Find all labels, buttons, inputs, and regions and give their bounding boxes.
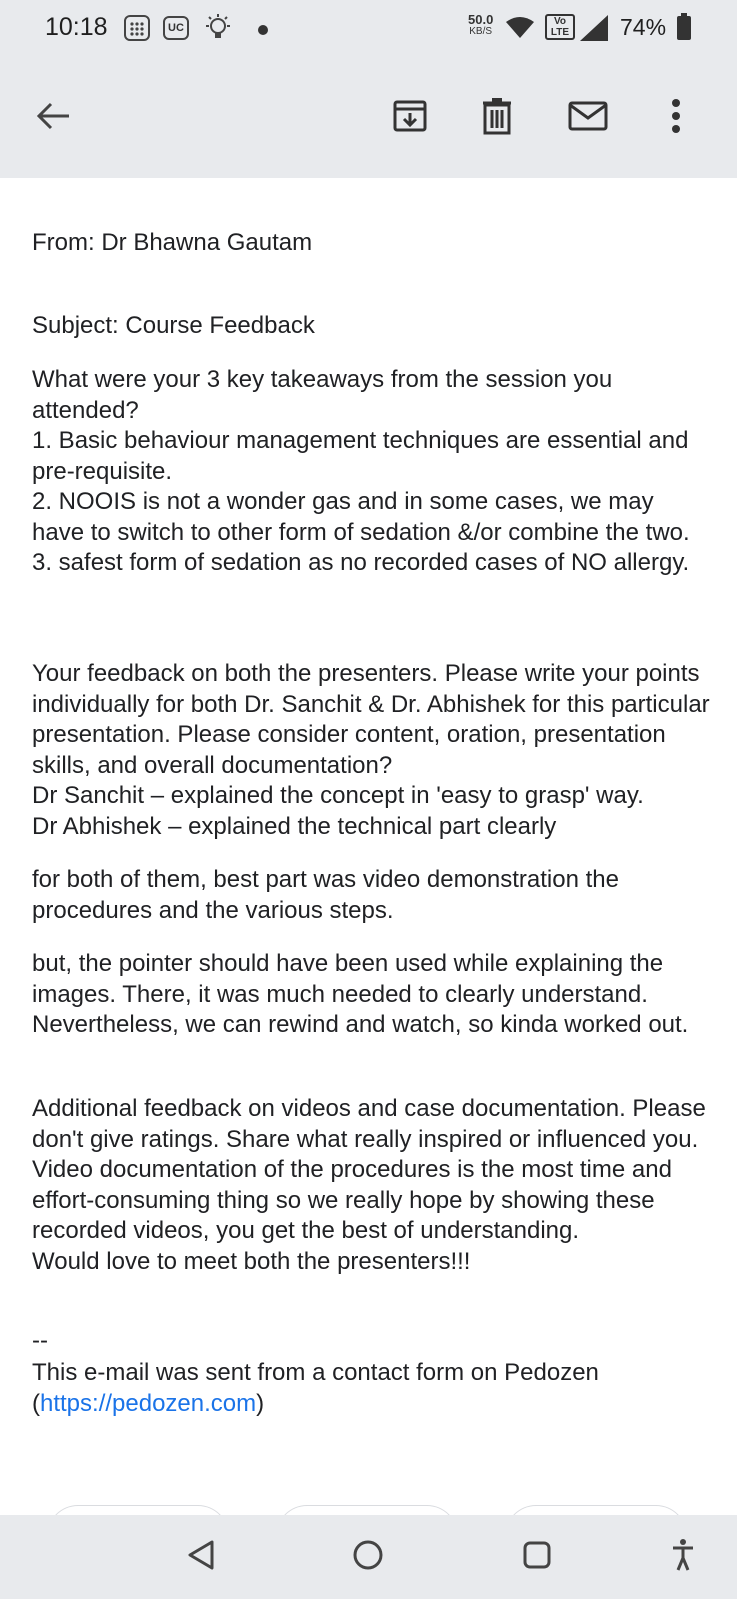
home-circle-icon [351,1538,385,1577]
nav-home-button[interactable] [344,1533,392,1581]
more-options-button[interactable] [651,93,701,143]
answer-takeaway-3: 3. safest form of sedation as no recorded cases of NO allergy. [32,549,690,576]
delete-icon [479,97,515,140]
question-presenters: Your feedback on both the presenters. Please write your points individually for both Dr. Sanchit & Dr. Abhishek for this particular presentation. Please consider content, oration, presentation skills, and overall documentation? [32,660,710,779]
takeaways-section [32,365,712,579]
wifi-icon [505,16,535,45]
net-speed-value: 50.0 [468,12,494,27]
answer-takeaway-2: 2. NOOIS is not a wonder gas and in some cases, we may have to switch to other form of sedation &/or combine the two. [32,488,690,546]
mail-icon [568,101,608,136]
archive-icon [392,98,428,139]
pedozen-link[interactable]: https://pedozen.com [40,1389,257,1417]
archive-button[interactable] [385,93,435,143]
additional-feedback-section [32,1094,712,1277]
answer-sanchit: Dr Sanchit – explained the concept in 'easy to grasp' way. [32,782,644,809]
footer-link-line [32,1389,712,1420]
accessibility-icon [670,1538,696,1577]
net-speed-unit: KB/S [469,26,493,37]
battery-icon [676,13,692,46]
battery-percent: 74% [620,14,667,40]
question-additional: Additional feedback on videos and case documentation. Please don't give ratings. Share what really inspired or influenced you. Video documentation of the procedures is the most time and effort-consuming thing so we really hope by showing these recorded videos, you get the best of understanding. [32,1095,706,1244]
paren-close: ) [256,1389,265,1417]
net-speed [468,14,493,38]
nav-recents-button[interactable] [513,1533,561,1581]
lightbulb-icon [203,12,233,49]
email-subject: Subject: Course Feedback [32,312,315,339]
nav-back-button[interactable] [177,1533,225,1581]
status-time: 10:18 [45,13,108,41]
nav-accessibility-button[interactable] [659,1533,707,1581]
status-bar [0,0,737,58]
app-bar [0,58,737,178]
system-nav-bar [0,1515,737,1599]
delete-button[interactable] [472,93,522,143]
email-footer [32,1358,712,1419]
calculator-icon [123,14,151,47]
para-both-presenters: for both of them, best part was video demonstration the procedures and the various steps. [32,866,619,924]
answer-additional: Would love to meet both the presenters!!! [32,1247,471,1275]
para-pointer: but, the pointer should have been used while explaining the images. There, it was much needed to clearly understand. Nevertheless, we can rewind and watch, so kinda worked out. [32,950,689,1038]
answer-takeaway-1: 1. Basic behaviour management techniques are essential and pre-requisite. [32,427,689,485]
notification-dot-icon [258,25,268,35]
uc-browser-icon: UC [163,16,189,40]
email-from: From: Dr Bhawna Gautam [32,229,313,256]
back-arrow-icon [35,101,71,136]
back-button[interactable] [28,93,78,143]
more-vert-icon [671,98,681,139]
footer-text: This e-mail was sent from a contact form on Pedozen [32,1359,599,1386]
signature-separator: -- [32,1327,48,1354]
signal-icon [578,14,610,47]
question-takeaways: What were your 3 key takeaways from the session you attended? [32,366,613,424]
mark-unread-button[interactable] [563,93,613,143]
back-triangle-icon [186,1539,216,1576]
answer-abhishek: Dr Abhishek – explained the technical part clearly [32,812,557,840]
volte-icon: Vo LTE [545,14,575,40]
recents-square-icon [521,1539,553,1576]
presenters-section [32,659,712,842]
paren-open: ( [32,1389,40,1417]
